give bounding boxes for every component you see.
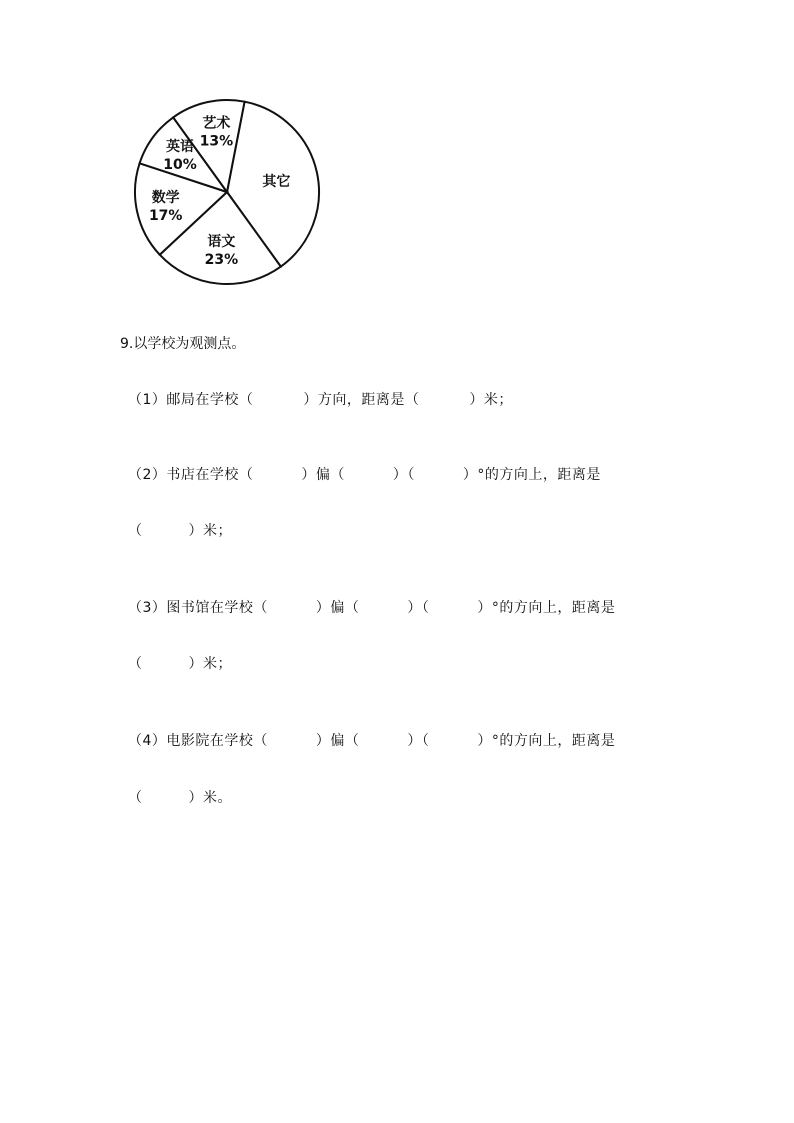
item-3-text-e: （: [128, 656, 143, 672]
item-2-text-a: （2）书店在学校（: [128, 467, 254, 483]
pie-value-label-4: 13%: [199, 133, 234, 150]
item-4-text-a: （4）电影院在学校（: [128, 733, 268, 749]
item-2-text-c: ）（: [392, 467, 415, 483]
item-2-text-b: ）偏（: [301, 467, 345, 483]
item-1-text-b: ）方向，距离是（: [303, 392, 420, 408]
item-3-text-f: ）米；: [188, 656, 232, 672]
pie-label-0: 其它: [262, 174, 291, 191]
pie-value-label-2: 17%: [148, 208, 183, 225]
question-item-1: [128, 389, 513, 409]
item-4-text-d: ）°的方向上，距离是: [477, 733, 616, 749]
pie-label-4: 艺术: [202, 115, 231, 132]
item-3-text-b: ）偏（: [315, 600, 360, 616]
question-item-2: [128, 464, 601, 484]
pie-value-label-3: 10%: [163, 157, 197, 174]
item-4-text-f: ）米。: [188, 790, 232, 806]
question-item-3: [128, 597, 615, 617]
question-title: 9.以学校为观测点。: [120, 336, 246, 352]
question-item-3-cont: [128, 653, 232, 673]
question-item-2-cont: [128, 520, 232, 540]
item-3-text-a: （3）图书馆在学校（: [128, 600, 268, 616]
pie-label-3: 英语: [166, 139, 195, 156]
pie-label-1: 语文: [207, 233, 236, 250]
question-item-4-cont: [128, 787, 232, 807]
item-3-text-d: ）°的方向上，距离是: [477, 600, 616, 616]
item-4-text-b: ）偏（: [315, 733, 360, 749]
pie-label-2: 数学: [151, 190, 180, 207]
item-2-text-d: ）°的方向上，距离是: [462, 467, 601, 483]
pie-value-label-1: 23%: [204, 251, 239, 268]
item-1-text-c: ）米；: [469, 392, 513, 408]
item-4-text-e: （: [128, 790, 143, 806]
question-item-4: [128, 730, 615, 750]
item-4-text-c: ）（: [407, 733, 430, 749]
item-1-text-a: （1）邮局在学校（: [128, 392, 254, 408]
subject-pie-chart: [0, 0, 794, 300]
item-3-text-c: ）（: [407, 600, 430, 616]
item-2-text-e: （: [128, 523, 143, 539]
item-2-text-f: ）米；: [188, 523, 232, 539]
